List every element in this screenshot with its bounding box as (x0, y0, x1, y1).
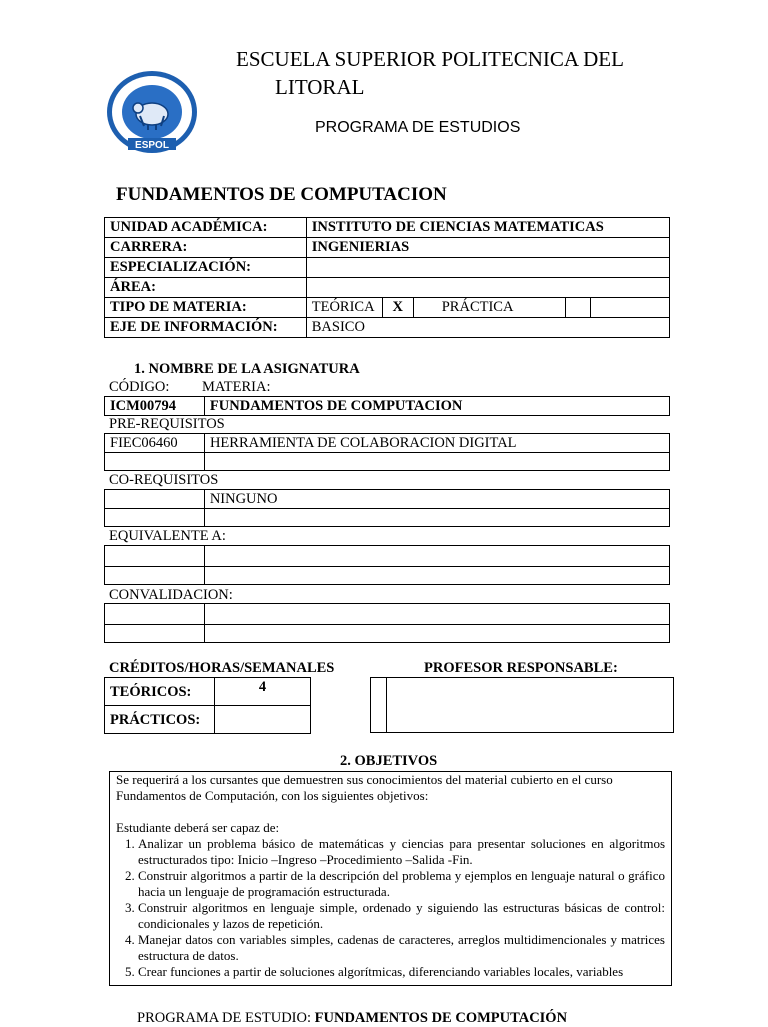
prereq-label: PRE-REQUISITOS (109, 416, 225, 432)
list-item: 1. Analizar un problema básico de matemáticas y ciencias para presentar soluciones en algoritmos estructurados tipo: Inicio –Ingreso –Procedimiento –Salida -Fin. (138, 836, 665, 868)
tipo-label: TIPO DE MATERIA: (105, 298, 307, 318)
especializacion-value (306, 258, 669, 278)
info-table (104, 217, 670, 338)
table-row (105, 238, 670, 258)
objetivos-lead: Estudiante deberá ser capaz de: (116, 820, 280, 835)
area-value (306, 278, 669, 298)
table-row (105, 490, 670, 509)
table-row (105, 546, 670, 567)
teorica-mark: X (382, 298, 413, 317)
objetivos-intro: Se requerirá a los cursantes que demuestren sus conocimientos del material cubierto en el curso Fundamentos de Computación, con los siguientes objetivos: (116, 772, 613, 803)
institution-line2: LITORAL (275, 75, 365, 99)
course-title: FUNDAMENTOS DE COMPUTACION (116, 184, 447, 205)
practica-mark (565, 298, 590, 317)
practica-label: PRÁCTICA (413, 298, 565, 317)
table-row (105, 625, 670, 643)
prereq-table (104, 433, 670, 471)
objetivos-box (109, 771, 672, 986)
materia-value: FUNDAMENTOS DE COMPUTACION (204, 397, 669, 416)
profesor-value (386, 678, 673, 733)
prereq-code: FIEC06460 (105, 434, 205, 453)
list-item: 4. Manejar datos con variables simples, cadenas de caracteres, arreglos multidimencionales y matrices estructura de datos. (138, 932, 665, 964)
eje-value: BASICO (306, 318, 669, 338)
table-row (105, 567, 670, 585)
area-label: ÁREA: (105, 278, 307, 298)
coreq-label: CO-REQUISITOS (109, 472, 219, 488)
carrera-label: CARRERA: (105, 238, 307, 258)
table-row (105, 278, 670, 298)
profesor-table (370, 677, 674, 733)
carrera-value: INGENIERIAS (306, 238, 669, 258)
table-row (371, 678, 674, 733)
conv-table (104, 603, 670, 643)
list-item: 3. Construir algoritmos en lenguaje simple, ordenado y siguiendo las estructuras básicas de control: condicionales y lazos de repetición. (138, 900, 665, 932)
section-asignatura-heading: 1. NOMBRE DE LA ASIGNATURA (134, 361, 360, 377)
table-row (105, 318, 670, 338)
program-title: PROGRAMA DE ESTUDIOS (315, 119, 521, 136)
prereq-name: HERRAMIENTA DE COLABORACION DIGITAL (204, 434, 669, 453)
teoricos-value: 4 (214, 678, 310, 706)
table-row (105, 604, 670, 625)
objetivos-heading: 2. OBJETIVOS (340, 753, 438, 769)
equiv-table (104, 545, 670, 585)
equiv-label: EQUIVALENTE A: (109, 528, 226, 544)
objetivos-list (116, 836, 665, 980)
footer-title: FUNDAMENTOS DE COMPUTACIÓN (314, 1010, 568, 1026)
list-item: 5. Crear funciones a partir de soluciones algorítmicas, diferenciando variables locales, variables (138, 964, 665, 980)
eje-label: EJE DE INFORMACIÓN: (105, 318, 307, 338)
table-row (105, 218, 670, 238)
table-row (105, 298, 670, 318)
coreq-name: NINGUNO (204, 490, 669, 509)
profesor-heading: PROFESOR RESPONSABLE: (424, 660, 618, 676)
coreq-table (104, 489, 670, 527)
table-row (105, 678, 311, 706)
tipo-cell (306, 298, 669, 318)
page-footer (137, 1010, 567, 1027)
teoricos-label: TEÓRICOS: (105, 678, 215, 706)
codigo-table (104, 396, 670, 416)
footer-prefix: PROGRAMA DE ESTUDIO: (137, 1010, 315, 1026)
unidad-value: INSTITUTO DE CIENCIAS MATEMATICAS (306, 218, 669, 238)
conv-label: CONVALIDACION: (109, 587, 233, 603)
table-row (105, 397, 670, 416)
list-item: 2. Construir algoritmos a partir de la descripción del problema y ejemplos en lenguaje natural o gráfico hacia un lenguaje de programación estructurada. (138, 868, 665, 900)
creditos-heading: CRÉDITOS/HORAS/SEMANALES (109, 660, 335, 676)
table-row (105, 453, 670, 471)
espol-logo (106, 70, 198, 154)
especializacion-label: ESPECIALIZACIÓN: (105, 258, 307, 278)
table-row (105, 258, 670, 278)
table-row (105, 509, 670, 527)
teorica-label: TEÓRICA (307, 298, 383, 317)
creditos-table (104, 677, 311, 734)
institution-line1: ESCUELA SUPERIOR POLITECNICA DEL (236, 47, 624, 71)
codigo-value: ICM00794 (105, 397, 205, 416)
unidad-label: UNIDAD ACADÉMICA: (105, 218, 307, 238)
table-row (105, 706, 311, 734)
logo-text: ESPOL (135, 140, 169, 151)
practicos-value (214, 706, 310, 734)
codigo-label: CÓDIGO: (109, 379, 170, 395)
practicos-label: PRÁCTICOS: (105, 706, 215, 734)
materia-label: MATERIA: (202, 379, 271, 395)
table-row (105, 434, 670, 453)
